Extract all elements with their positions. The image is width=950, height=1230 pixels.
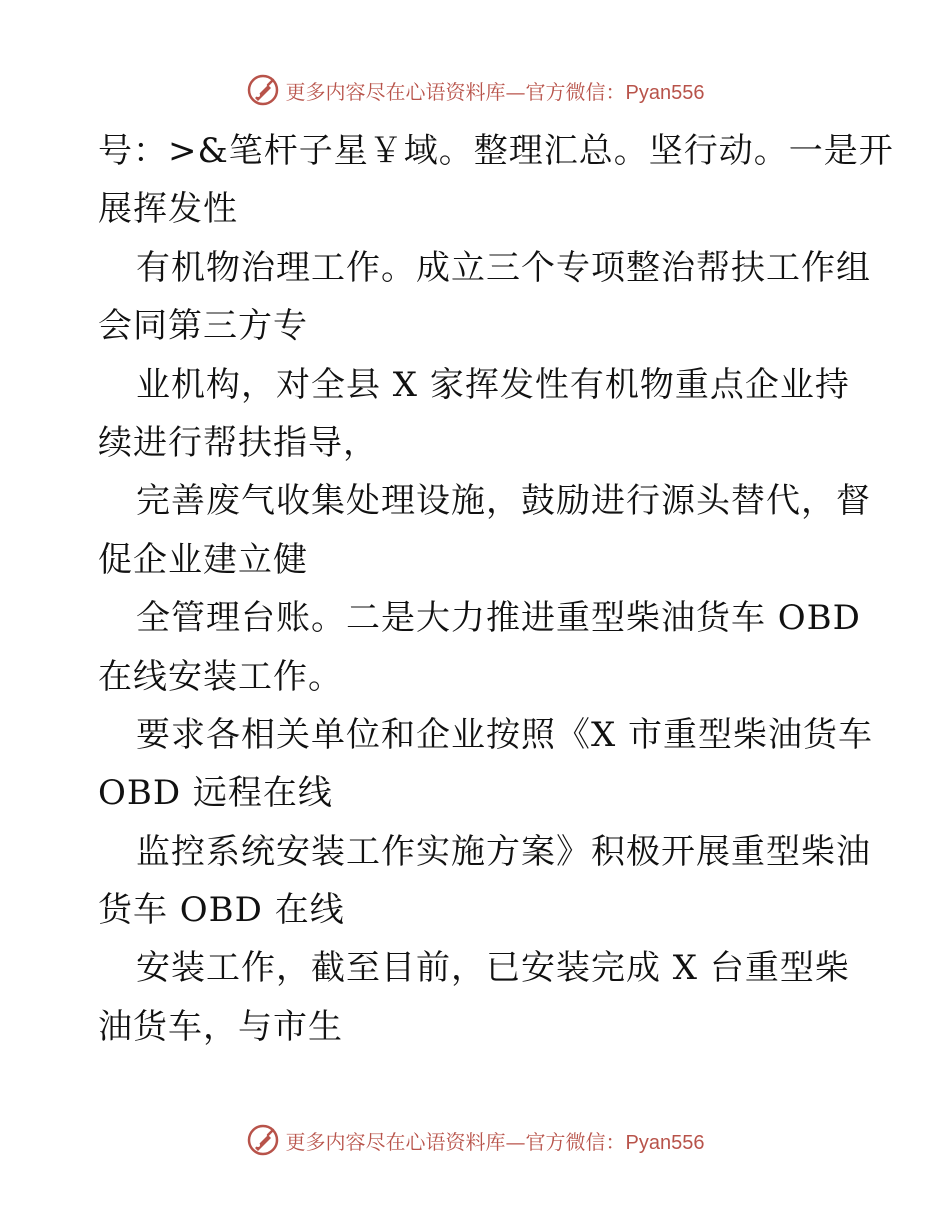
document-body: [98, 122, 894, 1056]
footer-banner-text: [286, 1126, 705, 1155]
footer-banner-separator: —: [505, 1129, 526, 1154]
body-line: 油货车，与市生: [98, 1006, 343, 1047]
header-banner-separator: —: [505, 79, 526, 104]
body-line: 展挥发性: [98, 189, 238, 230]
pen-logo-icon: [246, 1123, 280, 1157]
footer-banner-contact: 官方微信：Pyan556: [525, 1131, 705, 1154]
body-line: 安装工作，截至目前，已安装完成 X 台重型柴: [136, 948, 850, 989]
header-banner: [0, 70, 950, 110]
body-line: 会同第三方专: [98, 306, 308, 347]
body-line: 完善废气收集处理设施，鼓励进行源头替代，督: [136, 481, 871, 522]
body-line: OBD 远程在线: [98, 773, 333, 814]
body-line: 在线安装工作。: [98, 656, 343, 697]
body-line: 货车 OBD 在线: [98, 890, 345, 931]
body-line: 业机构，对全县 X 家挥发性有机物重点企业持: [136, 364, 850, 405]
body-line: 号：>&笔杆子星￥域。整理汇总。坚行动。一是开: [98, 131, 894, 171]
body-line: 监控系统安装工作实施方案》积极开展重型柴油: [136, 831, 871, 872]
header-banner-contact: 官方微信：Pyan556: [525, 81, 705, 104]
body-line: 全管理台账。二是大力推进重型柴油货车 OBD: [136, 598, 861, 639]
pen-logo-icon: [246, 73, 280, 107]
header-banner-title: 更多内容尽在心语资料库: [285, 79, 506, 104]
body-line: 促企业建立健: [98, 539, 308, 580]
body-line: 要求各相关单位和企业按照《X 市重型柴油货车: [136, 714, 874, 755]
body-line: 续进行帮扶指导，: [98, 422, 378, 463]
footer-banner-title: 更多内容尽在心语资料库: [285, 1129, 506, 1154]
footer-banner: [0, 1120, 950, 1160]
header-banner-text: [286, 76, 705, 105]
body-line: 有机物治理工作。成立三个专项整治帮扶工作组: [136, 247, 871, 288]
